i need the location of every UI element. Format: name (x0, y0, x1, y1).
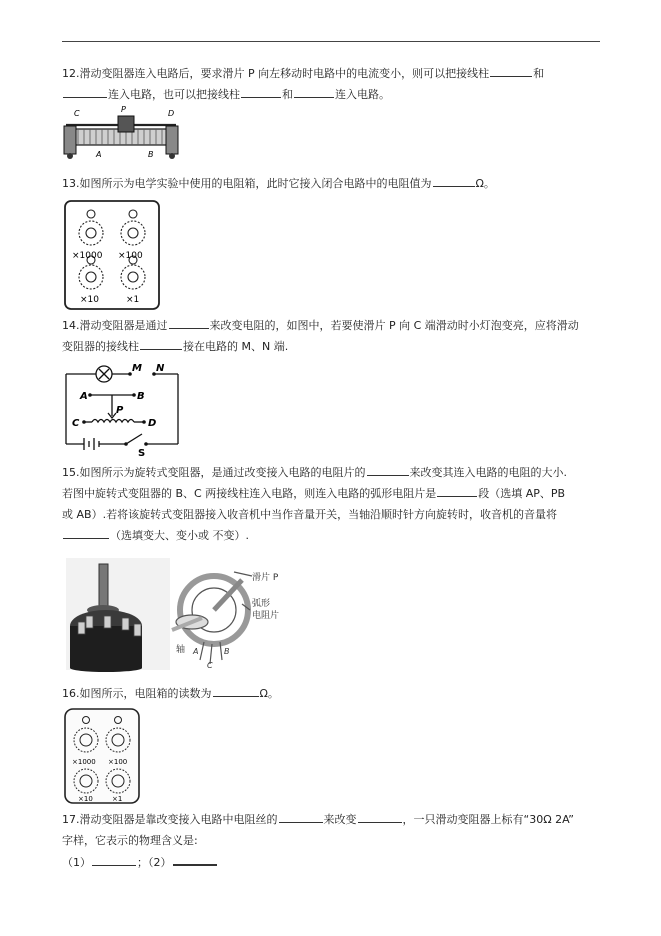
q17-blank-4[interactable] (173, 855, 217, 866)
q16-text-2: Ω。 (259, 687, 279, 700)
q15-label-c: C (207, 661, 213, 670)
q16-label-x1: ×1 (112, 795, 123, 803)
q15-line-3 (62, 508, 557, 522)
q15-rotary-rheostat-figure (66, 558, 292, 672)
q16-blank[interactable] (213, 687, 259, 697)
q12-line-2 (62, 88, 390, 102)
q14-label-c: C (72, 418, 80, 429)
q17-line-1 (62, 813, 574, 827)
q15-label-slider: 滑片 P (252, 573, 279, 583)
q14-circuit-figure (62, 362, 184, 458)
q15-label-b: B (224, 647, 230, 656)
q16-label-x10: ×10 (78, 795, 93, 803)
q15-label-a: A (193, 647, 199, 656)
q14-label-b: B (137, 391, 145, 402)
q17-text-1: 17.滑动变阻器是靠改变接入电路中电阻丝的 (62, 813, 278, 826)
q17-line-2 (62, 834, 198, 848)
q13-label-x1000: ×1000 (72, 251, 103, 261)
header-rule (62, 41, 600, 42)
q15-line-2 (62, 487, 565, 501)
q14-label-n: N (156, 363, 165, 374)
q14-line-2 (62, 340, 288, 354)
q13-label-x1: ×1 (126, 295, 140, 305)
q15-label-arc-1: 弧形 (252, 599, 271, 609)
q14-text-3: 变阻器的接线柱 (62, 340, 139, 353)
q12-rheostat-figure (62, 104, 184, 166)
q14-text-1: 14.滑动变阻器是通过 (62, 319, 168, 332)
q17-text-2: 来改变 (323, 813, 357, 826)
q15-blank-2[interactable] (437, 487, 477, 497)
q13-text-1: 13.如图所示为电学实验中使用的电阻箱，此时它接入闭合电路中的电阻值为 (62, 177, 432, 190)
q13-blank[interactable] (433, 177, 475, 187)
q12-text-2: 和 (533, 67, 545, 80)
q14-blank-2[interactable] (140, 340, 182, 350)
q15-text-3: 若图中旋转式变阻器的 B、C 两接线柱连入电路，则连入电路的弧形电阻片是 (62, 487, 437, 500)
q12-line-1 (62, 67, 544, 81)
q15-text-2: 来改变其连入电路的电阻的大小. (409, 466, 567, 479)
q17-blank-3[interactable] (92, 856, 136, 866)
q14-label-d: D (148, 418, 157, 429)
q12-blank-2[interactable] (63, 88, 107, 98)
q12-blank-4[interactable] (294, 88, 334, 98)
q17-line-3 (62, 855, 218, 870)
q15-line-1 (62, 466, 567, 480)
q13-label-x100: ×100 (118, 251, 143, 261)
q14-line-1 (62, 319, 579, 333)
q15-text-1: 15.如图所示为旋转式变阻器，是通过改变接入电路的电阻片的 (62, 466, 366, 479)
q17-blank-2[interactable] (358, 813, 402, 823)
q15-label-arc-2: 电阻片 (252, 611, 280, 621)
q12-text-4: 和 (282, 88, 293, 101)
q14-label-m: M (132, 363, 142, 374)
q16-resistance-box-figure (64, 708, 140, 804)
q14-text-2: 来改变电阻的，如图中，若要使滑片 P 向 C 端滑动时小灯泡变亮，应将滑动 (209, 319, 579, 332)
q14-label-p: P (116, 405, 124, 416)
q14-label-a: A (80, 391, 88, 402)
q12-text-3: 连入电路，也可以把接线柱 (108, 88, 240, 101)
q13-line (62, 177, 495, 191)
q12-text-1: 12.滑动变阻器连入电路后，要求滑片 P 向左移动时电路中的电流变小，则可以把接线柱 (62, 67, 490, 80)
q13-text-2: Ω。 (475, 177, 495, 190)
q12-label-d: D (168, 109, 175, 118)
q12-text-5: 连入电路。 (335, 88, 390, 101)
q12-blank-3[interactable] (241, 88, 281, 98)
q15-line-4 (62, 529, 249, 543)
q14-blank-1[interactable] (169, 319, 209, 329)
q14-text-4: 接在电路的 M、N 端. (183, 340, 289, 353)
q15-label-shaft: 轴 (176, 645, 186, 655)
q12-label-p: P (121, 105, 126, 114)
q16-label-x100: ×100 (108, 758, 128, 766)
q17-blank-1[interactable] (279, 813, 323, 823)
q15-text-5: 或 AB）.若将该旋转式变阻器接入收音机中当作音量开关，当轴沿顺时针方向旋转时，收音机的音量将 (62, 508, 558, 521)
q15-blank-1[interactable] (367, 466, 409, 476)
q15-text-6: （选填变大、变小或 不变）. (110, 529, 249, 542)
q12-label-c: C (74, 109, 80, 118)
q17-text-3: ，一只滑动变阻器上标有“30Ω 2A” (402, 813, 574, 826)
q17-text-6: ；（2） (137, 856, 172, 869)
q16-text-1: 16.如图所示，电阻箱的读数为 (62, 687, 212, 700)
q13-label-x10: ×10 (80, 295, 99, 305)
q15-text-4: 段（选填 AP、PB (478, 487, 566, 500)
q16-label-x1000: ×1000 (72, 758, 96, 766)
q14-label-s: S (138, 448, 146, 458)
q16-line (62, 687, 279, 701)
q12-blank-1[interactable] (490, 67, 532, 77)
q12-label-b: B (148, 150, 154, 159)
q17-text-4: 字样，它表示的物理含义是: (62, 834, 198, 847)
q13-resistance-box-figure (64, 200, 160, 310)
q12-label-a: A (96, 150, 102, 159)
q15-blank-3[interactable] (63, 529, 109, 539)
q17-text-5: （1） (62, 856, 91, 869)
